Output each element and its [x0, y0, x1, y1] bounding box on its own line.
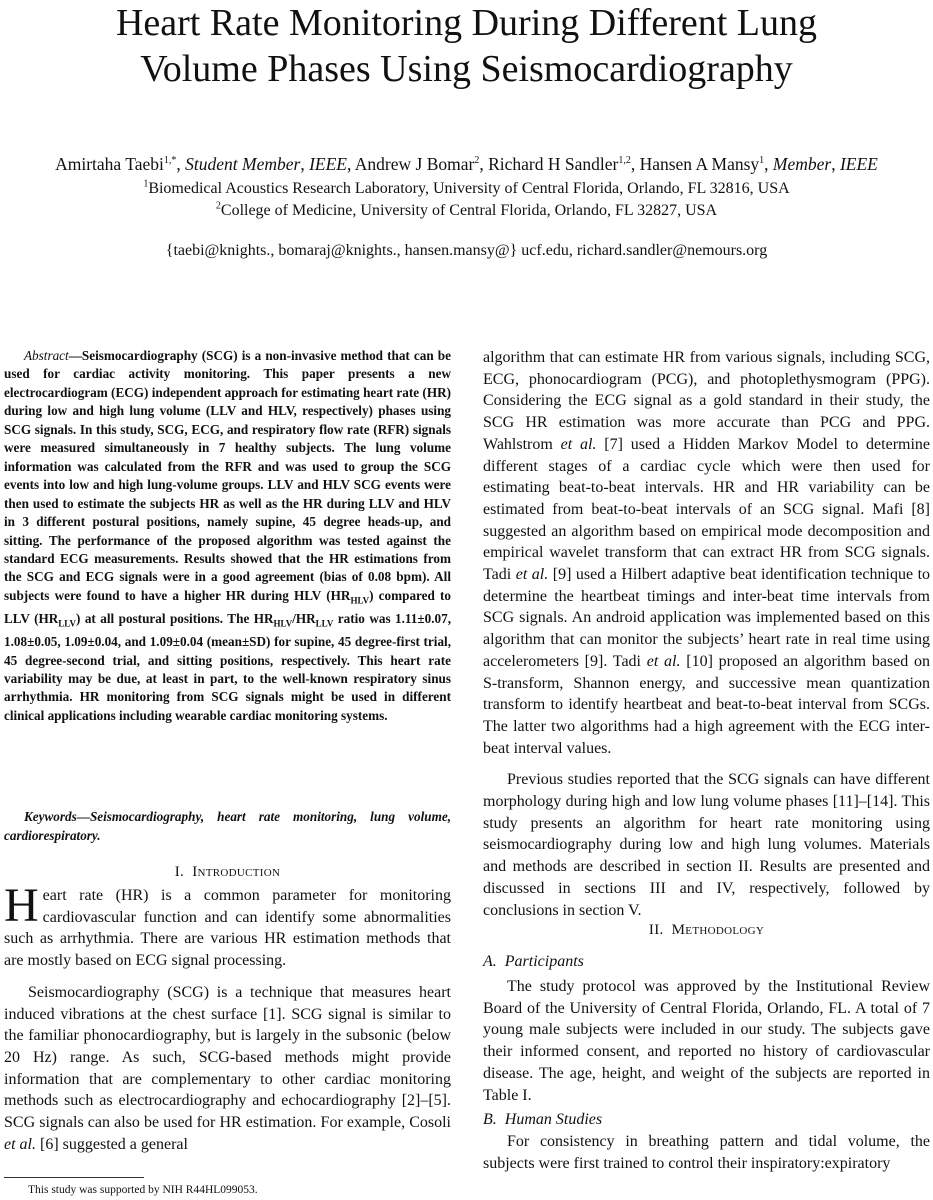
abstract-text: /HR [292, 610, 316, 626]
subsection-title: Human Studies [504, 1111, 603, 1128]
footnote: This study was supported by NIH R44HL099053. [28, 1184, 258, 1196]
author-society: IEEE [309, 154, 347, 174]
author-name: Richard H Sandler [488, 154, 619, 174]
subsection-label: B. [483, 1111, 497, 1128]
affiliation-superscript: 1 [143, 178, 149, 190]
paragraph-text: For consistency in breathing pattern and tidal volume, the subjects were first trained to control their inspiratory:expiratory [483, 1133, 930, 1172]
abstract-dash: — [68, 348, 82, 363]
author-name: Amirtaha Taebi [55, 154, 164, 174]
paragraph-text: [10] proposed an algorithm based on S-transform, Shannon energy, and successive mean quantization transform to identify heartbeat and beat-to-beat interval from SCGs. The latter two algorithms had a high agreement with the ECG inter-beat interval values. [483, 652, 931, 757]
paragraph-etal: et al. [515, 566, 549, 584]
subsection-heading-human-studies [483, 1110, 930, 1130]
subsection-heading-participants [483, 952, 930, 972]
section-number: II. [648, 922, 664, 938]
affiliation-superscript: 2 [215, 200, 221, 212]
author-emails: {taebi@knights., bomaraj@knights., hansen.mansy@} ucf.edu, richard.sandler@nemours.org [165, 242, 768, 259]
abstract-subscript: HLV [350, 595, 370, 606]
author-role: Student Member [185, 154, 301, 174]
subsection-title: Participants [504, 953, 584, 970]
paper-title [0, 0, 933, 92]
affiliation-text: College of Medicine, University of Central Florida, Orlando, FL 32827, USA [220, 202, 718, 219]
affiliation-2 [0, 200, 933, 222]
author-name: Hansen A Mansy [639, 154, 760, 174]
participants-paragraph [483, 976, 930, 1106]
paragraph-text: Seismocardiography (SCG) is a technique that measures heart induced vibrations at the chest surface [1]. SCG signal is similar to the familiar phonocardiography, but is largely in the subsonic (below 20 Hz) range. As such, SCG-based methods might provide information that are complementary to other cardiac monitoring methods such as electrocardiography and echocardiography [2]–[5]. SCG signals can also be used for HR estimation. For example, Cosoli [4, 983, 451, 1132]
paragraph-text: algorithm that can estimate HR from various signals, including SCG, ECG, phonocardiogram (PCG), and photoplethysmogram (PPG). Considering the ECG signal as a gold standard in their study, the SCG HR estimation was more accurate than PCG and PPG. Wahlstrom [483, 349, 930, 453]
abstract-text: Seismocardiography (SCG) is a non-invasive method that can be used for cardiac activity monitoring. This paper presents a new electrocardiogram (ECG) independent approach for estimating heart rate (HR) during low and high lung volume (LLV and HLV, respectively) phases using SCG signals. In this study, SCG, ECG, and respiratory flow rate (RFR) signals were measured simultaneously in 7 healthy subjects. The lung volume information was calculated from the RFR and was used to group the SCG events into low and high lung-volume groups. LLV and HLV SCG events were then used to estimate the subjects HR as well as the HR during LLV and HLV in 3 different postural positions, namely supine, 45 degree heads-up, and sitting. The performance of the proposed algorithm was tested against the standard ECG measurements. Results showed that the HR estimations from the SCG and ECG signals were in a good agreement (bias of 0.08 bpm). All subjects were found to have a higher HR during HLV (HR [4, 348, 451, 603]
keywords-text: Seismocardiography, heart rate monitoring, lung volume, cardiorespiratory. [4, 809, 451, 843]
abstract-label: Abstract [24, 348, 69, 363]
section-title: Introduction [192, 864, 281, 880]
right-column-body [483, 347, 930, 921]
author-superscript: 1,* [163, 155, 177, 167]
keywords [4, 808, 451, 845]
paragraph-text: eart rate (HR) is a common parameter for monitoring cardiovascular function and can identify some abnormalities such as arrhythmia. There are various HR estimation methods that are mostly based on ECG signal processing. [4, 887, 451, 970]
paragraph-text: [9] used a Hilbert adaptive beat identification technique to determine the heartbeat timings and inter-beat time intervals from SCG signals. An android application was implemented based on this algorithm that can monitor the subjects’ heart rate in real time using accelerometers [9]. Tadi [483, 566, 931, 670]
author-superscript: 1,2 [618, 155, 631, 167]
intro-paragraph-1 [4, 879, 451, 972]
affiliation-text: Biomedical Acoustics Research Laboratory, University of Central Florida, Orlando, FL 32816, USA [148, 180, 790, 197]
drop-cap: H [4, 879, 39, 932]
section-number: I. [174, 864, 185, 880]
title-line-2: Volume Phases Using Seismocardiography [140, 48, 793, 90]
section-title: Methodology [671, 922, 765, 938]
abstract [4, 347, 451, 725]
abstract-subscript: LLV [315, 618, 334, 629]
author-society: IEEE [839, 154, 878, 174]
abstract-text: ) compared to LLV (HR [4, 587, 451, 626]
keywords-label: Keywords [24, 809, 77, 824]
author-name: Andrew J Bomar [354, 154, 475, 174]
abstract-subscript: LLV [58, 618, 76, 629]
subsection-label: A. [483, 953, 497, 970]
author-superscript: 2 [474, 155, 480, 167]
author-list: Amirtaha Taebi$^{1,*}$, Student Member, IEEE, Andrew J Bomar$^2$, Richard H Sandler$^{1,2}$, Hansen A Mansy$^1$, Member, IEEE [55, 154, 878, 174]
abstract-text: ratio was 1.11±0.07, 1.08±0.05, 1.09±0.04, and 1.09±0.04 (mean±SD) for supine, 45 degree-first trial, 45 degree-second trial, and sitting positions, respectively. This heart rate variability may be due, at least in part, to the well-known respiratory sinus arrhythmia. HR monitoring from SCG signals might be used in different clinical applications including wearable cardiac monitoring systems. [4, 610, 452, 723]
human-studies-paragraph [483, 1131, 930, 1174]
paragraph-text: Previous studies reported that the SCG signals can have different morphology during high and low lung volume phases [11]–[14]. This study presents an algorithm for heart rate monitoring using seismocardiography during low and high lung volumes. Materials and methods are described in section II. Results are presented and discussed in sections III and IV, respectively, followed by conclusions in section V. [483, 771, 930, 919]
introduction-body [4, 879, 451, 1155]
author-role: Member [772, 154, 832, 174]
title-line-1: Heart Rate Monitoring During Different Lung [115, 2, 818, 44]
intro-paragraph-2 [4, 982, 451, 1156]
paragraph-etal: et al. [4, 1135, 36, 1153]
paragraph-text: The study protocol was approved by the Institutional Review Board of the University of Central Florida, Orlando, FL. A total of 7 young male subjects were included in our study. The subjects gave their informed consent, and reported no history of cardiovascular disease. The age, height, and weight of the subjects are reported in Table I. [483, 978, 930, 1104]
paragraph-etal: et al. [560, 435, 597, 453]
footnote-rule [4, 1177, 144, 1178]
abstract-subscript: HLV [273, 618, 293, 629]
section-heading-introduction [4, 862, 451, 882]
intro-paragraph-4 [483, 769, 930, 921]
affiliation-1 [0, 178, 933, 200]
keywords-dash: — [76, 809, 90, 824]
intro-paragraph-3 [483, 347, 930, 759]
paragraph-etal: et al. [646, 652, 681, 670]
paragraph-text: [6] suggested a general [40, 1135, 188, 1153]
section-heading-methodology [483, 920, 930, 940]
author-superscript: 1 [759, 155, 765, 167]
abstract-text: ) at all postural positions. The HR [75, 610, 274, 626]
paragraph-text: [7] used a Hidden Markov Model to determine different stages of a cardiac cycle which were then used for estimating beat-to-beat intervals. HR and HR variability can be estimated from beat-to-beat intervals of an SCG signal. Mafi [8] suggested an algorithm based on empirical mode decomposition and empirical wavelet transform that can extract HR from SCG signals. Tadi [483, 435, 931, 584]
